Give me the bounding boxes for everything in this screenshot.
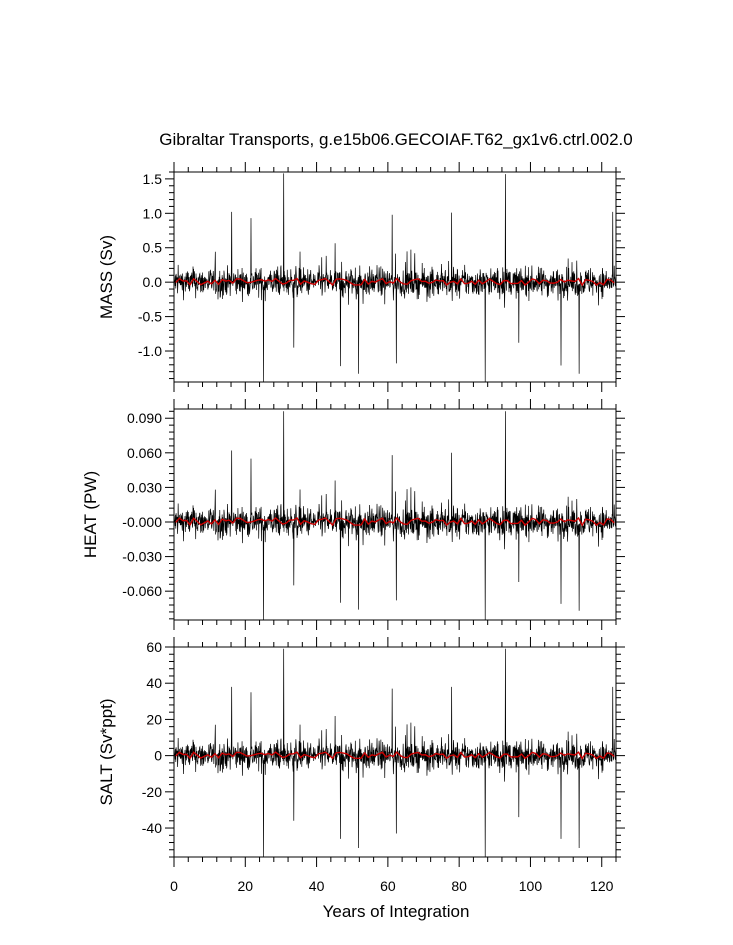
- y-axis-title: HEAT (PW): [81, 470, 100, 559]
- panel-mass: [97, 162, 625, 392]
- y-tick-label: 0.0: [142, 274, 162, 291]
- y-tick-label: 60: [146, 639, 162, 655]
- figure-title: Gibraltar Transports, g.e15b06.GECOIAF.T62_gx1v6.ctrl.002.0: [159, 130, 633, 149]
- y-tick-label: -1.0: [137, 343, 162, 360]
- x-tick-label: 40: [308, 878, 325, 894]
- y-axis-title: SALT (Sv*ppt): [97, 698, 116, 806]
- y-tick-label: -0.000: [122, 513, 162, 530]
- y-axis-title: MASS (Sv): [97, 234, 116, 320]
- x-axis-title: Years of Integration: [322, 902, 470, 921]
- y-tick-label: -40: [141, 820, 162, 837]
- x-tick-label: 20: [237, 878, 254, 894]
- y-tick-label: -20: [141, 783, 162, 800]
- y-tick-label: 0.060: [126, 444, 162, 461]
- y-tick-label: 40: [146, 675, 162, 692]
- y-tick-label: -0.5: [137, 308, 162, 325]
- y-tick-label: 0.090: [126, 410, 162, 427]
- y-tick-label: 0.5: [142, 239, 162, 256]
- panel-salt: [97, 637, 625, 894]
- y-tick-label: 1.0: [142, 205, 162, 222]
- x-tick-label: 120: [590, 878, 614, 894]
- y-tick-label: 0: [154, 747, 162, 764]
- x-tick-label: 80: [451, 878, 467, 894]
- series-monthly-line: [174, 411, 616, 620]
- panel-heat: [81, 399, 625, 630]
- y-tick-label: 0.030: [126, 479, 162, 496]
- y-tick-label: 1.5: [142, 170, 162, 187]
- y-tick-label: 20: [146, 711, 162, 728]
- y-tick-label: -0.030: [122, 548, 162, 565]
- x-tick-label: 100: [518, 878, 543, 894]
- x-tick-label: 0: [170, 878, 178, 894]
- series-monthly-line: [174, 173, 616, 382]
- x-tick-label: 60: [380, 878, 396, 894]
- y-tick-label: -0.060: [122, 583, 162, 600]
